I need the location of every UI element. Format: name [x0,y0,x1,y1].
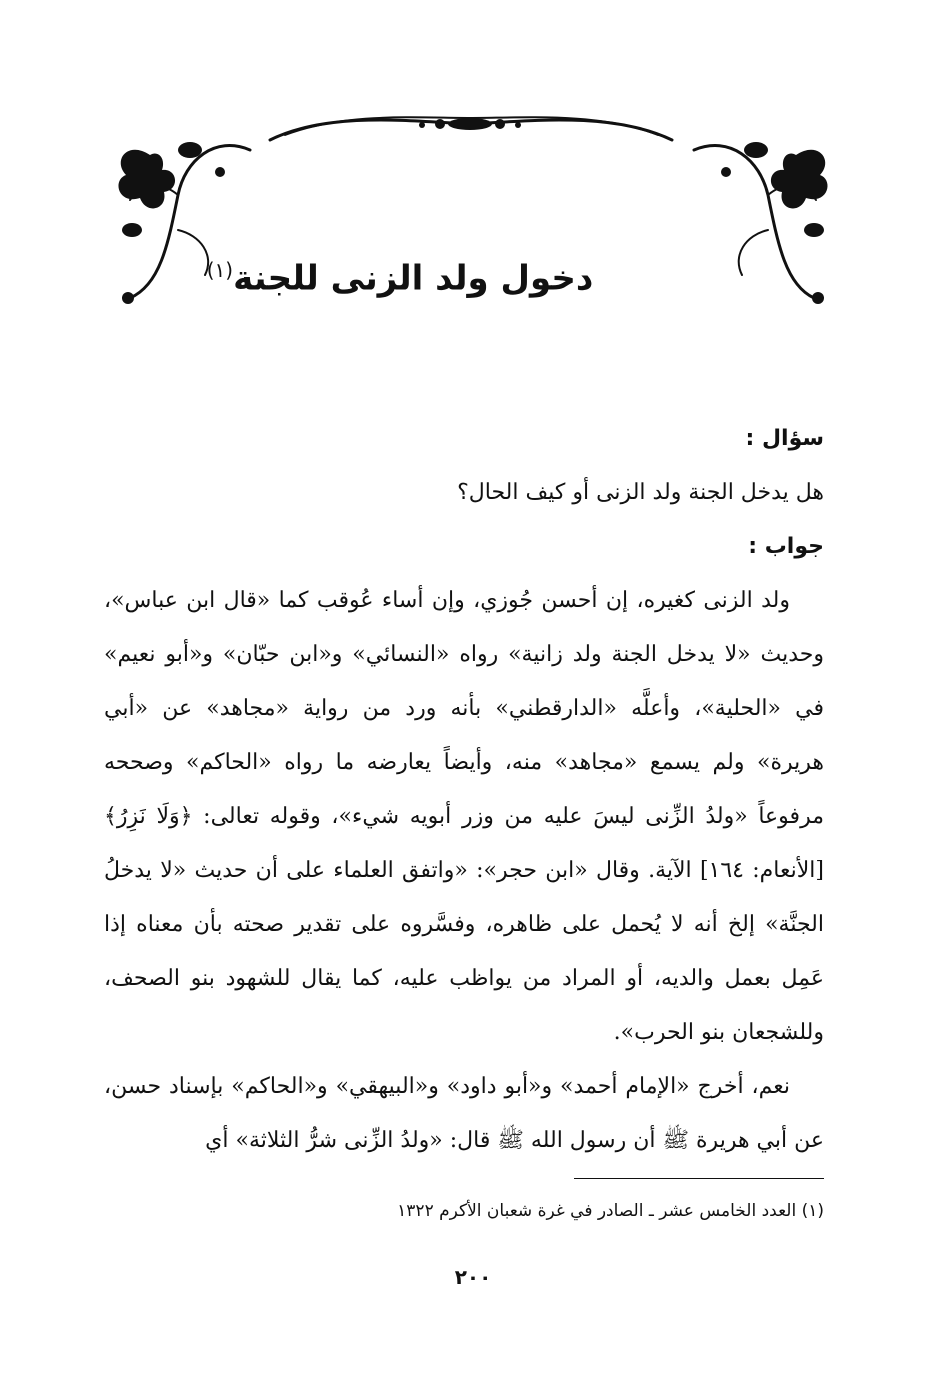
article-body [104,412,824,1168]
page-title [160,240,640,308]
answer-label: جواب : [748,534,824,559]
page-number: ٢٠٠ [454,1265,492,1289]
title-text: دخول ولد الزنى للجنة [233,258,594,299]
title-footnote-marker: (١) [206,258,234,282]
footnote-divider [574,1178,824,1179]
question-label: سؤال : [745,426,824,451]
question-text: هل يدخل الجنة ولد الزنى أو كيف الحال؟ [457,480,824,505]
answer-paragraph-1: ولد الزنى كغيره، إن أحسن جُوزي، وإن أساء عُوقب كما «قال ابن عباس»، وحديث «لا يدخل الجنة ولد زانية» رواه «النسائي» و«ابن حبّان» و«أبو نعيم» في «الحلية»، وأعلَّه «الدارقطني» بأنه ورد من رواية «مجاهد» عن «أبي هريرة» ولم يسمع «مجاهد» منه، وأيضاً يعارضه ما رواه «الحاكم» وصححه مرفوعاً «ولدُ الزِّنى ليسَ عليه من وزر أبويه شيء»، وقوله تعالى: ﴿وَلَا نَزِرُ﴾[الأنعام: ١٦٤] الآية. وقال «ابن حجر»: «واتفق العلماء على أن حديث «لا يدخلُ الجنَّة» إلخ أنه لا يُحمل على ظاهره، وفسَّروه على تقدير صحته بأن معناه إذا عَمِل بعمل والديه، أو المراد من يواظب عليه، كما يقال للشهود بنو الصحف، وللشجعان بنو الحرب». [104,588,824,1045]
answer-paragraph-2: نعم، أخرج «الإمام أحمد» و«أبو داود» و«البيهقي» و«الحاكم» بإسناد حسن، عن أبي هريرة ﷺ أن رسول الله ﷺ قال: «ولدُ الزِّنى شرُّ الثلاثة» أي [104,1074,824,1153]
footnote: (١) العدد الخامس عشر ـ الصادر في غرة شعبان الأكرم ١٣٢٢ [397,1201,824,1221]
